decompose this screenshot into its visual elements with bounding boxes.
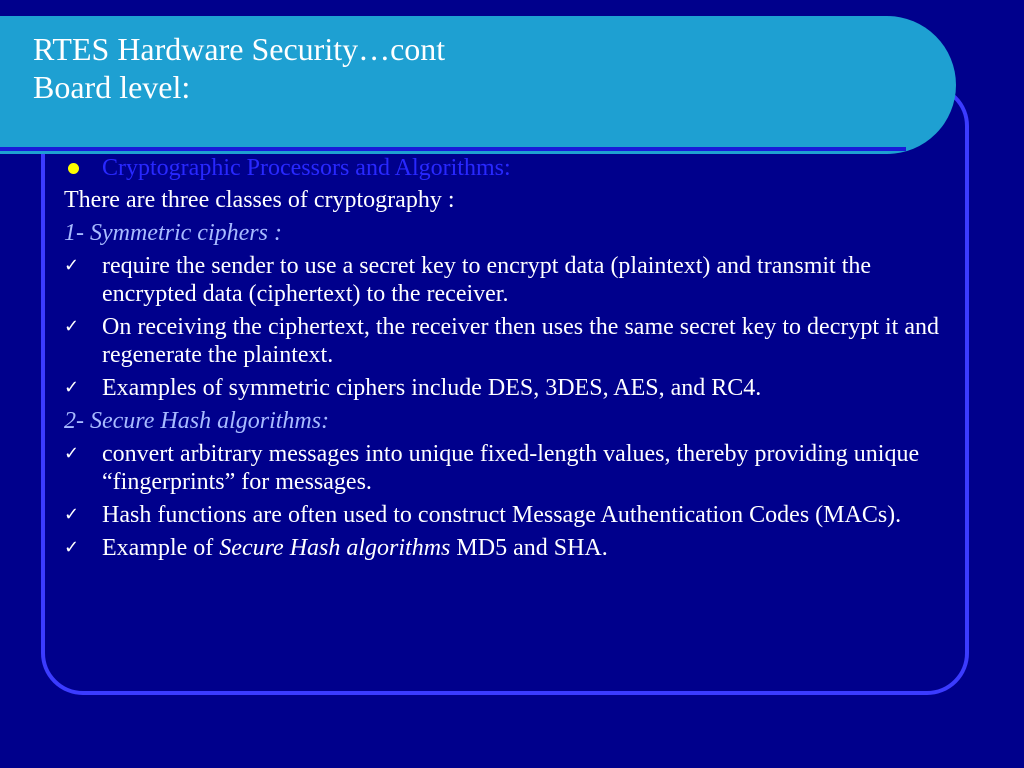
section1-item-1-text: require the sender to use a secret key to encrypt data (plaintext) and transmit the encrypted data (ciphertext) to the receiver. xyxy=(102,253,872,307)
title-line-2: Board level: xyxy=(33,69,191,105)
heading-bullet xyxy=(64,154,944,182)
check-icon: ✓ xyxy=(64,377,80,398)
section2-item-2-text: Hash functions are often used to construct Message Authentication Codes (MACs). xyxy=(102,502,902,528)
section2-item-1 xyxy=(64,440,944,496)
check-icon: ✓ xyxy=(64,537,80,558)
section2-item-3-prefix: Example of xyxy=(102,535,220,561)
intro-text: There are three classes of cryptography : xyxy=(64,187,455,213)
section2-item-2 xyxy=(64,501,944,529)
slide-content xyxy=(64,154,944,567)
section1-item-2 xyxy=(64,313,944,369)
check-icon: ✓ xyxy=(64,504,80,525)
bullet-dot-icon xyxy=(68,163,79,174)
section1-item-2-text: On receiving the ciphertext, the receiver then uses the same secret key to decrypt it and regenerate the plaintext. xyxy=(102,314,939,368)
section1-item-1 xyxy=(64,252,944,308)
section1-item-3 xyxy=(64,374,944,402)
title-underline xyxy=(0,147,906,151)
section2-title: 2- Secure Hash algorithms: xyxy=(64,408,330,434)
section2-item-3-suffix: MD5 and SHA. xyxy=(450,535,608,561)
check-icon: ✓ xyxy=(64,443,80,464)
check-icon: ✓ xyxy=(64,255,80,276)
section2-item-3-italic: Secure Hash algorithms xyxy=(219,535,451,561)
section2-item-3 xyxy=(64,534,944,562)
title-line-1: RTES Hardware Security…cont xyxy=(33,31,446,67)
section1-item-3-text: Examples of symmetric ciphers include DES, 3DES, AES, and RC4. xyxy=(102,375,762,401)
section2-item-1-text: convert arbitrary messages into unique fixed-length values, thereby providing unique “fingerprints” for messages. xyxy=(102,441,920,495)
heading-text: Cryptographic Processors and Algorithms: xyxy=(102,155,511,181)
check-icon: ✓ xyxy=(64,316,80,337)
slide-title xyxy=(33,30,445,106)
section1-title: 1- Symmetric ciphers : xyxy=(64,220,282,246)
